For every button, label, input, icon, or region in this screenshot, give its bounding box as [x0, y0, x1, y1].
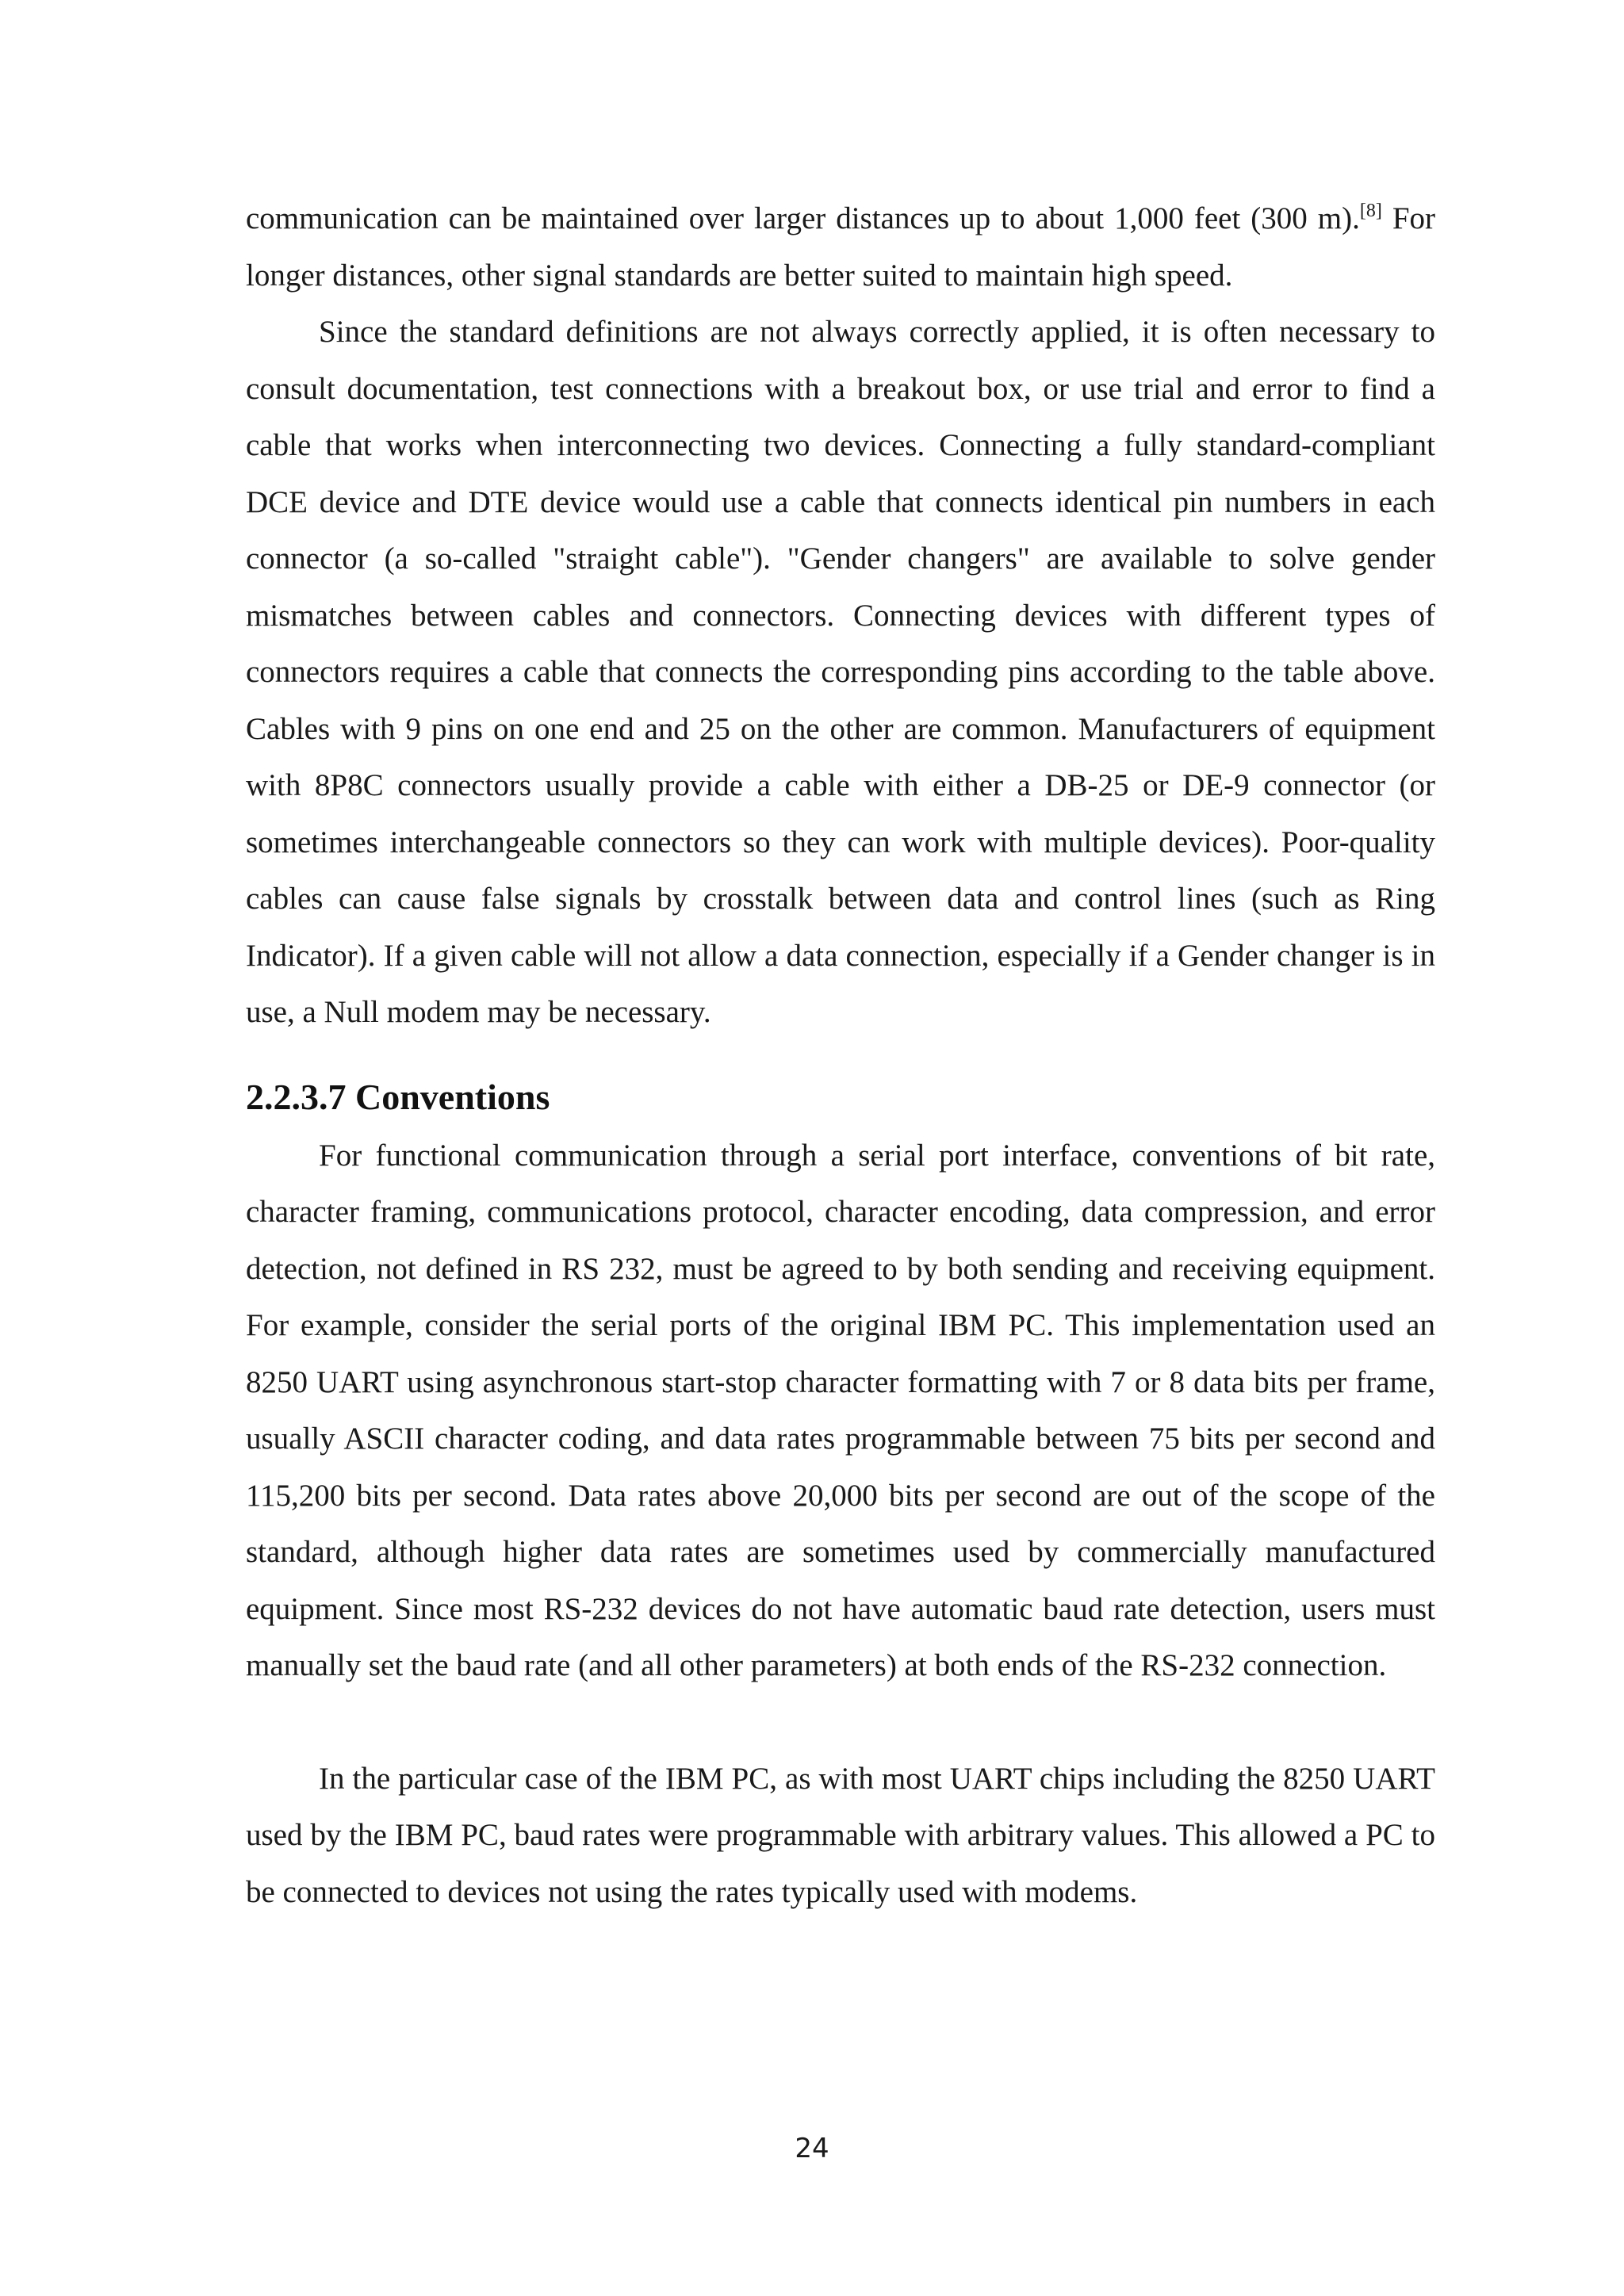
- paragraph-cabling: Since the standard definitions are not always correctly applied, it is often necessary to consult documentation, test connections with a breakout box, or use trial and error to find a cable that works when interconnecting two devices. Connecting a fully standard-compliant DCE device and DTE device would use a cable that connects identical pin numbers in each connector (a so-called "straight cable"). "Gender changers" are available to solve gender mismatches between cables and connectors. Connecting devices with different types of connectors requires a cable that connects the corresponding pins according to the table above. Cables with 9 pins on one end and 25 on the other are common. Manufacturers of equipment with 8P8C connectors usually provide a cable with either a DB-25 or DE-9 connector (or sometimes interchangeable connectors so they can work with multiple devices). Poor-quality cables can cause false signals by crosstalk between data and control lines (such as Ring Indicator). If a given cable will not allow a data connection, especially if a Gender changer is in use, a Null modem may be necessary.: [246, 315, 1435, 1029]
- body-text: [246, 190, 1435, 1920]
- paragraph-spacer: [246, 1694, 1435, 1751]
- paragraph-1-text-b: For longer distances, other signal standards are better suited to maintain high speed.: [246, 201, 1435, 293]
- citation-reference: [8]: [1359, 201, 1382, 221]
- paragraph-ibm-pc: In the particular case of the IBM PC, as with most UART chips including the 8250 UART used by the IBM PC, baud rates were programmable with arbitrary values. This allowed a PC to be connected to devices not using the rates typically used with modems.: [246, 1761, 1435, 1909]
- section-heading: 2.2.3.7 Conventions: [246, 1076, 550, 1117]
- page-number: 24: [795, 2133, 829, 2164]
- paragraph-distance-limits: [246, 190, 1435, 304]
- paragraph-1-text-a: communication can be maintained over larger distances up to about 1,000 feet (300 m).: [246, 201, 1360, 235]
- paragraph-conventions: For functional communication through a serial port interface, conventions of bit rate, character framing, communications protocol, character encoding, data compression, and error detection, not defined in RS 232, must be agreed to by both sending and receiving equipment. For example, consider the serial ports of the original IBM PC. This implementation used an 8250 UART using asynchronous start-stop character formatting with 7 or 8 data bits per frame, usually ASCII character coding, and data rates programmable between 75 bits per second and 115,200 bits per second. Data rates above 20,000 bits per second are out of the scope of the standard, although higher data rates are sometimes used by commercially manufactured equipment. Since most RS-232 devices do not have automatic baud rate detection, users must manually set the baud rate (and all other parameters) at both ends of the RS-232 connection.: [246, 1138, 1435, 1682]
